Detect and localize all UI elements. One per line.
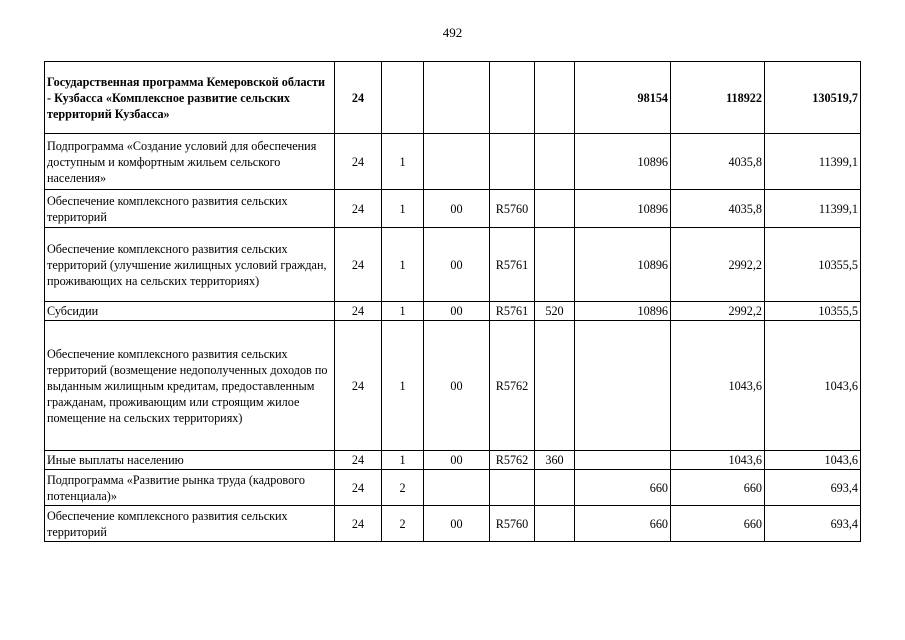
table-cell: R5761 <box>490 302 535 321</box>
row-name-cell: Обеспечение комплексного развития сельских территорий <box>45 506 335 542</box>
table-cell: 10355,5 <box>765 228 861 302</box>
table-cell <box>535 190 575 228</box>
table-cell <box>490 470 535 506</box>
table-cell: 24 <box>335 506 382 542</box>
table-cell: 660 <box>575 506 671 542</box>
table-cell: 2992,2 <box>671 302 765 321</box>
table-cell: 00 <box>424 506 490 542</box>
table-cell <box>535 134 575 190</box>
table-cell <box>424 134 490 190</box>
table-cell: 2992,2 <box>671 228 765 302</box>
table-cell: 693,4 <box>765 470 861 506</box>
table-cell: 10896 <box>575 302 671 321</box>
table-cell: 660 <box>671 470 765 506</box>
page-number: 492 <box>442 25 463 40</box>
table-cell: 520 <box>535 302 575 321</box>
row-name-cell: Подпрограмма «Развитие рынка труда (кадрового потенциала)» <box>45 470 335 506</box>
table-cell: 130519,7 <box>765 62 861 134</box>
row-name-cell: Государственная программа Кемеровской области - Кузбасса «Комплексное развитие сельских территорий Кузбасса» <box>45 62 335 134</box>
table-cell: 11399,1 <box>765 134 861 190</box>
table-cell: 24 <box>335 134 382 190</box>
table-cell: 1043,6 <box>765 321 861 451</box>
table-row <box>45 134 861 190</box>
table-cell: 660 <box>575 470 671 506</box>
table-cell: 1 <box>382 134 424 190</box>
table-cell: 1 <box>382 190 424 228</box>
row-name-cell: Подпрограмма «Создание условий для обеспечения доступным и комфортным жильем сельского населения» <box>45 134 335 190</box>
table-cell: 00 <box>424 190 490 228</box>
table-cell: 1 <box>382 302 424 321</box>
table-cell: 24 <box>335 302 382 321</box>
table-cell: 24 <box>335 190 382 228</box>
table-cell: 360 <box>535 451 575 470</box>
table-body <box>45 62 861 542</box>
table-cell: 2 <box>382 506 424 542</box>
table-cell <box>575 451 671 470</box>
table-cell <box>575 321 671 451</box>
row-name-cell: Обеспечение комплексного развития сельских территорий <box>45 190 335 228</box>
table-cell: R5762 <box>490 451 535 470</box>
table-cell: 10896 <box>575 134 671 190</box>
row-name-cell: Иные выплаты населению <box>45 451 335 470</box>
table-cell: 1043,6 <box>671 451 765 470</box>
table-cell: 00 <box>424 228 490 302</box>
table-cell: 00 <box>424 321 490 451</box>
table-cell: 00 <box>424 302 490 321</box>
row-name-cell: Субсидии <box>45 302 335 321</box>
table-row <box>45 321 861 451</box>
table-cell: R5760 <box>490 506 535 542</box>
table-cell: 24 <box>335 62 382 134</box>
table-cell: 4035,8 <box>671 134 765 190</box>
table-cell <box>535 62 575 134</box>
table-cell <box>535 506 575 542</box>
table-cell: 10896 <box>575 190 671 228</box>
table-cell: 24 <box>335 228 382 302</box>
table-cell: 118922 <box>671 62 765 134</box>
table-cell: 693,4 <box>765 506 861 542</box>
table-row <box>45 451 861 470</box>
table-cell: R5762 <box>490 321 535 451</box>
table-row <box>45 228 861 302</box>
table-cell <box>424 62 490 134</box>
table-cell <box>535 228 575 302</box>
table-cell: 00 <box>424 451 490 470</box>
table-cell: 1 <box>382 321 424 451</box>
table-cell: R5761 <box>490 228 535 302</box>
table-row <box>45 302 861 321</box>
table-row <box>45 470 861 506</box>
table-row <box>45 62 861 134</box>
table-cell <box>490 62 535 134</box>
table-cell <box>424 470 490 506</box>
table-cell: 24 <box>335 321 382 451</box>
table-cell: 10355,5 <box>765 302 861 321</box>
table-cell: 4035,8 <box>671 190 765 228</box>
table-cell: 24 <box>335 451 382 470</box>
table-cell <box>535 321 575 451</box>
table-cell: 98154 <box>575 62 671 134</box>
table-cell: 660 <box>671 506 765 542</box>
table-cell <box>535 470 575 506</box>
row-name-cell: Обеспечение комплексного развития сельских территорий (возмещение недополученных доходов по выданным жилищным кредитам, предоставленным гражданам, проживающим или строящим жилое помещение на сельских территориях) <box>45 321 335 451</box>
table-cell <box>382 62 424 134</box>
table-row <box>45 506 861 542</box>
table-cell: 24 <box>335 470 382 506</box>
table-cell: 10896 <box>575 228 671 302</box>
table-cell: 1043,6 <box>765 451 861 470</box>
table-cell: 2 <box>382 470 424 506</box>
table-cell <box>490 134 535 190</box>
budget-table <box>44 61 861 542</box>
table-cell: 11399,1 <box>765 190 861 228</box>
row-name-cell: Обеспечение комплексного развития сельских территорий (улучшение жилищных условий граждан, проживающих на сельских территориях) <box>45 228 335 302</box>
table-cell: R5760 <box>490 190 535 228</box>
table-cell: 1 <box>382 228 424 302</box>
table-cell: 1043,6 <box>671 321 765 451</box>
table-row <box>45 190 861 228</box>
table-cell: 1 <box>382 451 424 470</box>
